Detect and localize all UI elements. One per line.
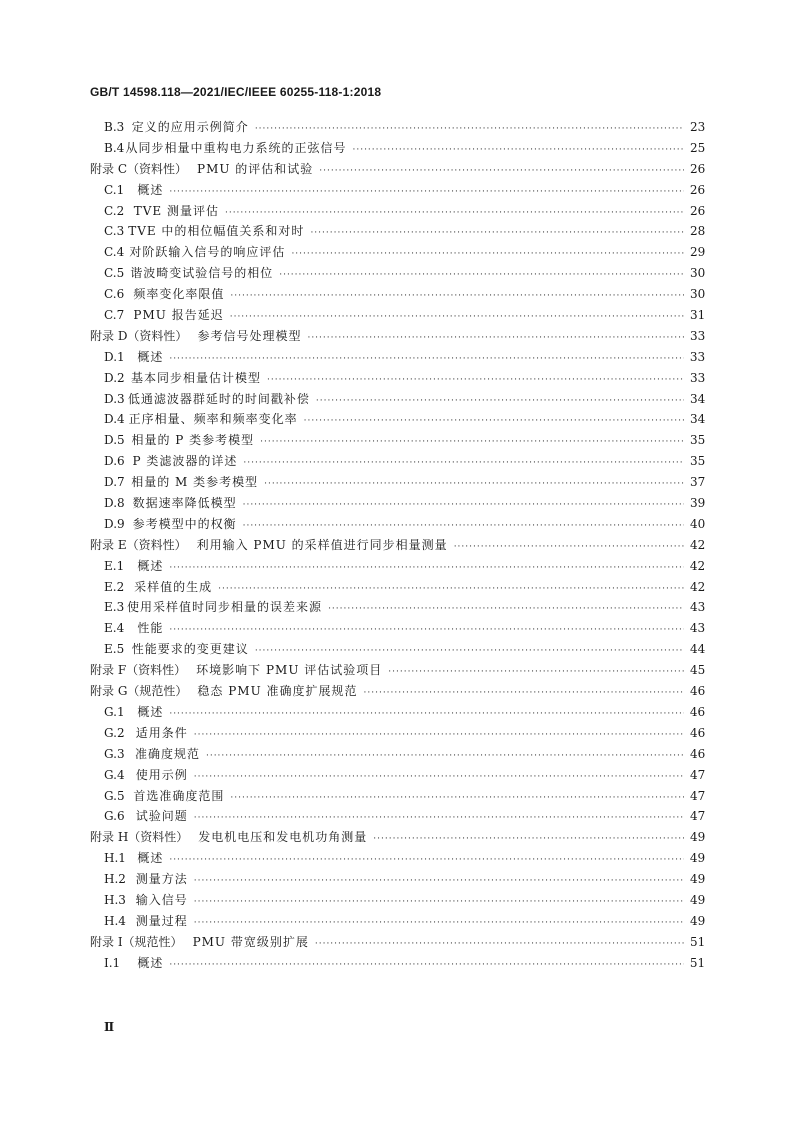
toc-entry-number: E.1 <box>104 558 125 573</box>
toc-entry-page: 35 <box>690 454 706 469</box>
toc-entry-page: 42 <box>690 537 706 552</box>
toc-leader-dots <box>373 829 684 850</box>
toc-entry-number: 附录 H（资料性） <box>90 830 189 845</box>
toc-entry-page: 43 <box>689 621 706 636</box>
toc-entry-number: C.2 <box>104 203 125 218</box>
toc-entry-title: 首选准确度范围 <box>133 788 225 803</box>
toc-leader-dots <box>255 641 684 662</box>
toc-leader-dots <box>194 913 684 934</box>
toc-entry-page: 23 <box>690 120 706 134</box>
toc-entry-page: 26 <box>690 161 706 176</box>
toc-entry-page: 46 <box>690 684 706 699</box>
toc-entry-page: 34 <box>690 391 706 406</box>
toc-entry-page: 31 <box>690 308 706 323</box>
toc-entry-number: C.7 <box>104 308 125 323</box>
toc-entry-number: G.4 <box>104 767 125 782</box>
toc-leader-dots <box>225 203 684 224</box>
toc-leader-dots <box>315 934 684 955</box>
toc-entry-page: 43 <box>690 600 706 615</box>
toc-entry-title: 适用条件 <box>135 725 188 740</box>
toc-entry-page: 33 <box>690 328 706 343</box>
toc-entry-number: C.1 <box>104 182 125 197</box>
toc-entry-page: 33 <box>690 370 706 385</box>
toc-entry-title: 发电机电压和发电机功角测量 <box>198 830 368 845</box>
toc-appendix-entry[interactable] <box>90 159 704 180</box>
toc-entry-page: 39 <box>690 496 706 511</box>
toc-entry-page: 46 <box>690 746 706 761</box>
toc-section-entry[interactable] <box>90 597 704 618</box>
toc-leader-dots <box>243 516 684 537</box>
toc-leader-dots <box>454 537 684 558</box>
toc-entry-number: 附录 I（规范性） <box>90 934 183 949</box>
toc-entry-page: 45 <box>690 663 706 678</box>
toc-section-entry[interactable] <box>90 786 704 807</box>
toc-section-entry[interactable] <box>90 848 704 869</box>
toc-entry-number: D.4 <box>104 412 125 427</box>
toc-entry-title: TVE 中的相位幅值关系和对时 <box>128 224 305 239</box>
toc-entry-page: 29 <box>690 245 706 260</box>
toc-leader-dots <box>304 411 684 432</box>
toc-entry-title: 稳态 PMU 准确度扩展规范 <box>197 684 358 699</box>
toc-entry-number: D.1 <box>104 349 125 364</box>
toc-leader-dots <box>316 391 684 412</box>
toc-entry-title: 低通滤波器群延时的时间戳补偿 <box>127 391 310 406</box>
toc-entry-page: 33 <box>689 349 706 364</box>
toc-entry-number: G.5 <box>104 788 125 803</box>
toc-entry-page: 37 <box>690 475 706 490</box>
toc-entry-title: 测量方法 <box>135 872 188 887</box>
toc-leader-dots <box>194 892 684 913</box>
toc-entry-number: 附录 C（资料性） <box>90 161 187 176</box>
toc-entry-title: 定义的应用示例简介 <box>131 120 249 134</box>
toc-leader-dots <box>230 286 684 307</box>
toc-entry-page: 30 <box>690 266 706 281</box>
toc-section-entry[interactable] <box>90 263 704 284</box>
toc-entry-number: B.4 <box>104 140 125 155</box>
toc-leader-dots <box>194 767 684 788</box>
toc-entry-title: 概述 <box>137 851 164 866</box>
toc-entry-number: G.2 <box>104 725 125 740</box>
toc-section-entry[interactable] <box>90 430 704 451</box>
toc-section-entry[interactable] <box>90 514 704 535</box>
toc-section-entry[interactable] <box>90 911 704 932</box>
toc-leader-dots <box>364 683 684 704</box>
toc-entry-page: 49 <box>690 892 706 907</box>
toc-leader-dots <box>194 725 684 746</box>
toc-section-entry[interactable] <box>90 556 704 577</box>
toc-entry-title: 环境影响下 PMU 评估试验项目 <box>196 663 383 678</box>
toc-entry-number: 附录 G（规范性） <box>90 684 188 699</box>
toc-entry-page: 49 <box>689 851 706 866</box>
table-of-contents <box>90 117 704 974</box>
toc-entry-number: C.6 <box>104 287 125 302</box>
toc-entry-page: 30 <box>690 287 706 302</box>
toc-leader-dots <box>169 620 684 641</box>
toc-entry-page: 49 <box>690 913 706 928</box>
toc-entry-number: B.3 <box>104 120 125 134</box>
toc-entry-number: G.3 <box>104 746 125 761</box>
toc-section-entry[interactable] <box>90 472 704 493</box>
toc-entry-number: D.9 <box>104 516 125 531</box>
toc-section-entry[interactable] <box>90 577 704 598</box>
toc-entry-number: E.2 <box>104 579 125 594</box>
toc-entry-title: 基本同步相量估计模型 <box>131 370 262 385</box>
standard-header: GB/T 14598.118—2021/IEC/IEEE 60255-118-1:2018 <box>90 85 382 99</box>
toc-entry-page: 46 <box>689 704 706 719</box>
toc-entry-page: 47 <box>690 809 706 824</box>
toc-entry-title: 性能要求的变更建议 <box>131 642 249 657</box>
toc-section-entry[interactable] <box>90 744 704 765</box>
toc-leader-dots <box>218 579 684 600</box>
toc-entry-page: 47 <box>690 767 706 782</box>
toc-leader-dots <box>388 662 684 683</box>
toc-entry-title: 试验问题 <box>135 809 188 824</box>
toc-entry-title: PMU 报告延迟 <box>133 308 224 323</box>
toc-entry-title: 参考模型中的权衡 <box>132 516 237 531</box>
toc-section-entry[interactable] <box>90 493 704 514</box>
toc-entry-title: 输入信号 <box>135 892 188 907</box>
toc-entry-title: 从同步相量中重构电力系统的正弦信号 <box>125 140 347 155</box>
toc-entry-number: I.1 <box>104 955 121 970</box>
toc-section-entry[interactable] <box>90 284 704 305</box>
toc-entry-number: 附录 F（资料性） <box>90 663 187 678</box>
toc-entry-page: 49 <box>690 830 706 845</box>
toc-leader-dots <box>230 788 684 809</box>
toc-entry-title: 参考信号处理模型 <box>197 328 302 343</box>
toc-entry-title: 准确度规范 <box>134 746 200 761</box>
toc-entry-title: 测量过程 <box>135 913 188 928</box>
toc-entry-page: 28 <box>690 224 706 239</box>
toc-leader-dots <box>310 223 684 244</box>
toc-entry-title: 使用示例 <box>135 767 188 782</box>
toc-entry-number: D.8 <box>104 496 125 511</box>
toc-section-entry[interactable] <box>90 389 704 410</box>
toc-section-entry[interactable] <box>90 639 704 660</box>
toc-section-entry[interactable] <box>90 869 704 890</box>
toc-leader-dots <box>169 850 684 871</box>
toc-leader-dots <box>319 161 684 182</box>
toc-section-entry[interactable] <box>90 117 704 138</box>
toc-entry-page: 47 <box>690 788 706 803</box>
toc-leader-dots <box>194 808 684 829</box>
toc-leader-dots <box>230 307 684 328</box>
toc-entry-title: 相量的 P 类参考模型 <box>131 433 255 448</box>
toc-entry-number: H.3 <box>104 892 126 907</box>
toc-appendix-entry[interactable] <box>90 827 704 848</box>
toc-entry-number: H.1 <box>104 851 126 866</box>
toc-entry-number: D.3 <box>104 391 125 406</box>
toc-entry-page: 40 <box>690 516 706 531</box>
toc-leader-dots <box>267 370 684 391</box>
toc-entry-page: 49 <box>690 872 706 887</box>
toc-section-entry[interactable] <box>90 347 704 368</box>
toc-leader-dots <box>243 495 684 516</box>
toc-leader-dots <box>169 704 684 725</box>
toc-section-entry[interactable] <box>90 409 704 430</box>
toc-entry-number: D.6 <box>104 454 125 469</box>
toc-entry-number: G.6 <box>104 809 125 824</box>
toc-section-entry[interactable] <box>90 368 704 389</box>
toc-entry-page: 44 <box>690 642 706 657</box>
toc-entry-page: 25 <box>690 140 706 155</box>
toc-entry-number: D.2 <box>104 370 125 385</box>
toc-section-entry[interactable] <box>90 305 704 326</box>
toc-entry-title: PMU 带宽级别扩展 <box>192 934 309 949</box>
toc-entry-page: 26 <box>690 203 706 218</box>
toc-entry-number: G.1 <box>104 704 125 719</box>
toc-entry-number: C.4 <box>104 245 125 260</box>
toc-entry-title: 频率变化率限值 <box>133 287 225 302</box>
toc-leader-dots <box>352 140 684 161</box>
toc-section-entry[interactable] <box>90 806 704 827</box>
toc-leader-dots <box>279 265 684 286</box>
toc-entry-title: 相量的 M 类参考模型 <box>131 475 259 490</box>
toc-entry-title: 利用输入 PMU 的采样值进行同步相量测量 <box>196 537 448 552</box>
toc-appendix-entry[interactable] <box>90 681 704 702</box>
toc-leader-dots <box>255 119 684 140</box>
toc-entry-title: 概述 <box>137 558 164 573</box>
toc-leader-dots <box>169 182 684 203</box>
toc-entry-title: 对阶跃输入信号的响应评估 <box>129 245 286 260</box>
toc-entry-number: E.5 <box>104 642 125 657</box>
toc-leader-dots <box>328 599 684 620</box>
toc-entry-page: 26 <box>689 182 706 197</box>
toc-section-entry[interactable] <box>90 723 704 744</box>
toc-section-entry[interactable] <box>90 890 704 911</box>
toc-entry-number: E.3 <box>104 600 125 615</box>
toc-appendix-entry[interactable] <box>90 326 704 347</box>
toc-entry-number: 附录 D（资料性） <box>90 328 188 343</box>
toc-entry-page: 51 <box>689 955 706 970</box>
toc-entry-number: C.3 <box>104 224 125 239</box>
toc-entry-title: 概述 <box>137 349 164 364</box>
toc-entry-page: 35 <box>690 433 706 448</box>
toc-entry-title: 正序相量、频率和频率变化率 <box>128 412 298 427</box>
toc-entry-page: 34 <box>690 412 706 427</box>
toc-leader-dots <box>169 955 684 976</box>
toc-entry-number: D.7 <box>104 475 125 490</box>
toc-leader-dots <box>194 871 684 892</box>
toc-leader-dots <box>169 349 684 370</box>
toc-entry-number: 附录 E（资料性） <box>90 537 187 552</box>
toc-entry-number: C.5 <box>104 266 125 281</box>
toc-entry-title: P 类滤波器的详述 <box>132 454 238 469</box>
toc-entry-page: 42 <box>690 579 706 594</box>
toc-entry-page: 42 <box>689 558 706 573</box>
toc-entry-number: H.4 <box>104 913 126 928</box>
toc-entry-page: 51 <box>690 934 706 949</box>
toc-section-entry[interactable] <box>90 201 704 222</box>
toc-entry-title: 概述 <box>137 182 164 197</box>
toc-entry-title: TVE 测量评估 <box>133 203 219 218</box>
toc-leader-dots <box>206 746 684 767</box>
toc-entry-title: 使用采样值时同步相量的误差来源 <box>127 600 323 615</box>
toc-entry-title: 数据速率降低模型 <box>132 496 237 511</box>
toc-entry-number: H.2 <box>104 872 126 887</box>
toc-appendix-entry[interactable] <box>90 535 704 556</box>
toc-section-entry[interactable] <box>90 953 704 974</box>
toc-entry-title: 谐波畸变试验信号的相位 <box>130 266 274 281</box>
toc-entry-title: 性能 <box>137 621 164 636</box>
toc-appendix-entry[interactable] <box>90 932 704 953</box>
toc-leader-dots <box>291 244 684 265</box>
toc-entry-page: 46 <box>690 725 706 740</box>
toc-leader-dots <box>243 453 684 474</box>
toc-entry-number: E.4 <box>104 621 125 636</box>
toc-entry-title: 采样值的生成 <box>134 579 213 594</box>
toc-section-entry[interactable] <box>90 451 704 472</box>
toc-section-entry[interactable] <box>90 180 704 201</box>
toc-appendix-entry[interactable] <box>90 660 704 681</box>
toc-section-entry[interactable] <box>90 765 704 786</box>
toc-entry-number: D.5 <box>104 433 125 448</box>
toc-entry-title: 概述 <box>137 704 164 719</box>
toc-entry-title: 概述 <box>137 955 164 970</box>
toc-section-entry[interactable] <box>90 618 704 639</box>
toc-leader-dots <box>169 558 684 579</box>
toc-section-entry[interactable] <box>90 702 704 723</box>
toc-leader-dots <box>264 474 684 495</box>
toc-leader-dots <box>307 328 684 349</box>
toc-section-entry[interactable] <box>90 221 704 242</box>
page-number: Ⅱ <box>104 1020 115 1034</box>
toc-entry-title: PMU 的评估和试验 <box>197 161 314 176</box>
toc-leader-dots <box>260 432 684 453</box>
toc-section-entry[interactable] <box>90 138 704 159</box>
toc-section-entry[interactable] <box>90 242 704 263</box>
